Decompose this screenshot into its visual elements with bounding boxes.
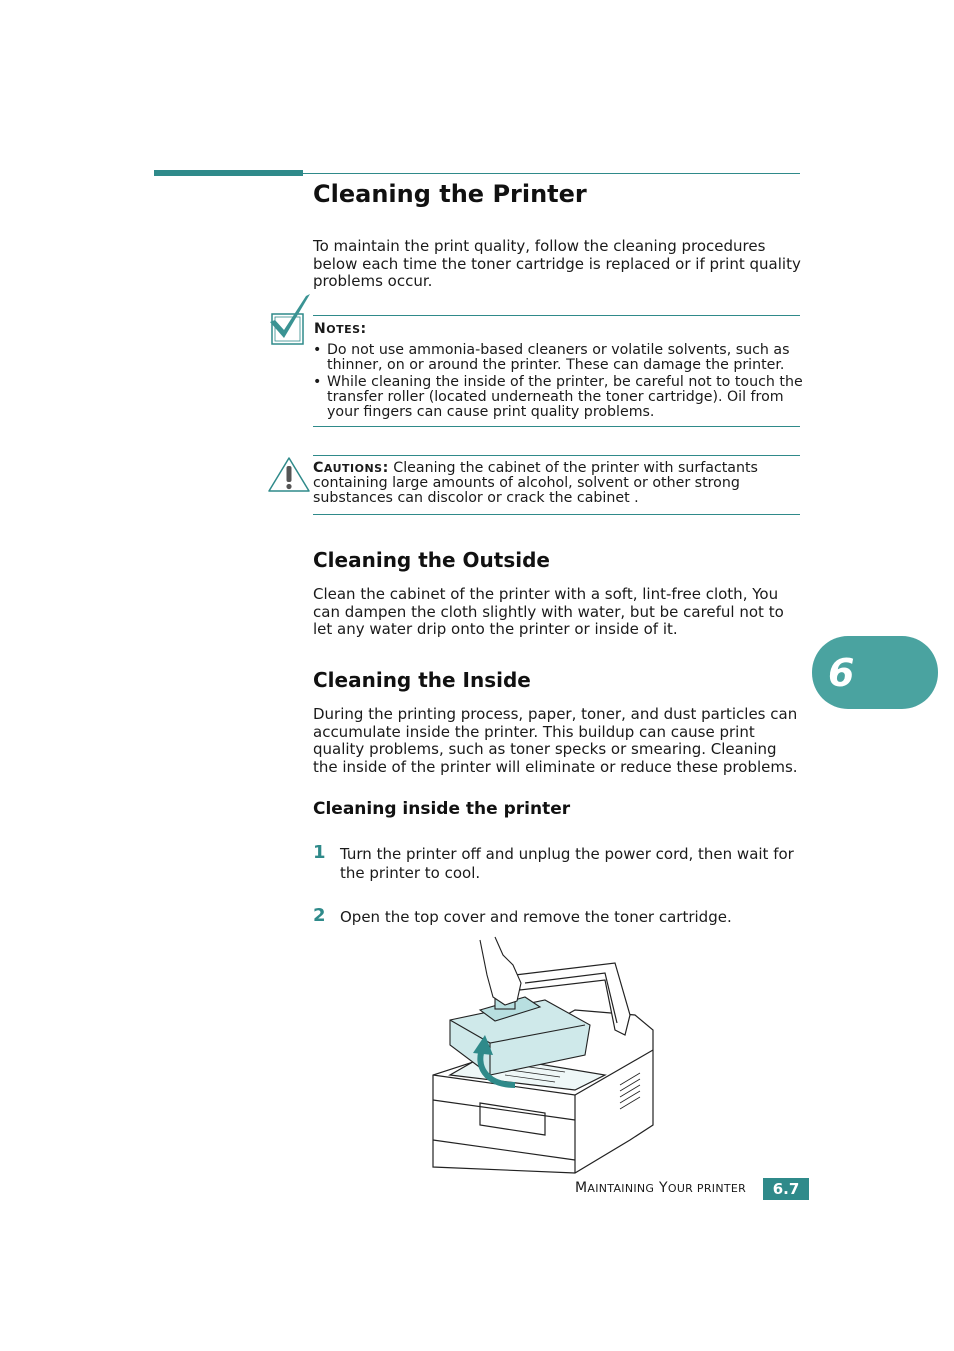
caution-text: CAUTIONS: Cleaning the cabinet of the printer with surfactants containing large amounts of alcohol, solvent or other strong substances can discolor or crack the cabinet . (313, 460, 758, 506)
outside-paragraph: Clean the cabinet of the printer with a soft, lint-free cloth, You can dampen the cloth slightly with water, but be careful not to let any water drip onto the printer or inside of it. (313, 585, 784, 638)
page-title: Cleaning the Printer (313, 180, 587, 208)
section-heading-outside: Cleaning the Outside (313, 548, 550, 572)
intro-paragraph: To maintain the print quality, follow the cleaning procedures below each time the toner cartridge is replaced or if print quality problems occur. (313, 237, 801, 290)
step-text: Turn the printer off and unplug the power cord, then wait for the printer to cool. (340, 845, 794, 882)
caution-label: CAUTIONS: (313, 460, 389, 476)
notes-bottom-rule (313, 426, 800, 427)
subheading-cleaning-inside: Cleaning inside the printer (313, 799, 571, 819)
step-text: Open the top cover and remove the toner cartridge. (340, 908, 732, 926)
section-heading-inside: Cleaning the Inside (313, 668, 531, 692)
inside-paragraph: During the printing process, paper, toner, and dust particles can accumulate inside the printer. This buildup can cause print quality problems, such as toner specks or smearing. Cleaning the inside of the printer will eliminate or reduce these problems. (313, 705, 798, 776)
checkmark-note-icon (268, 292, 312, 346)
header-accent-bar (154, 170, 303, 176)
footer-chapter-title: MAINTAINING YOUR PRINTER (575, 1180, 747, 1196)
note-item: • Do not use ammonia-based cleaners or volatile solvents, such as thinner, on or around the printer. These can damage the printer. (313, 342, 790, 373)
note-item: • While cleaning the inside of the printer, be careful not to touch the transfer roller (located underneath the toner cartridge). Oil from your fingers can cause print quality problems. (313, 374, 803, 420)
step-number: 2 (313, 905, 326, 926)
step-number: 1 (313, 842, 326, 863)
chapter-tab: 6 (812, 636, 938, 709)
caution-bottom-rule (313, 514, 800, 515)
caution-top-rule (313, 455, 800, 456)
header-rule (303, 173, 800, 174)
notes-top-rule (313, 315, 800, 316)
caution-triangle-icon (267, 456, 311, 494)
printer-toner-illustration (425, 935, 660, 1175)
page-number: 6.7 (763, 1178, 809, 1200)
notes-label: NOTES: (314, 321, 367, 337)
